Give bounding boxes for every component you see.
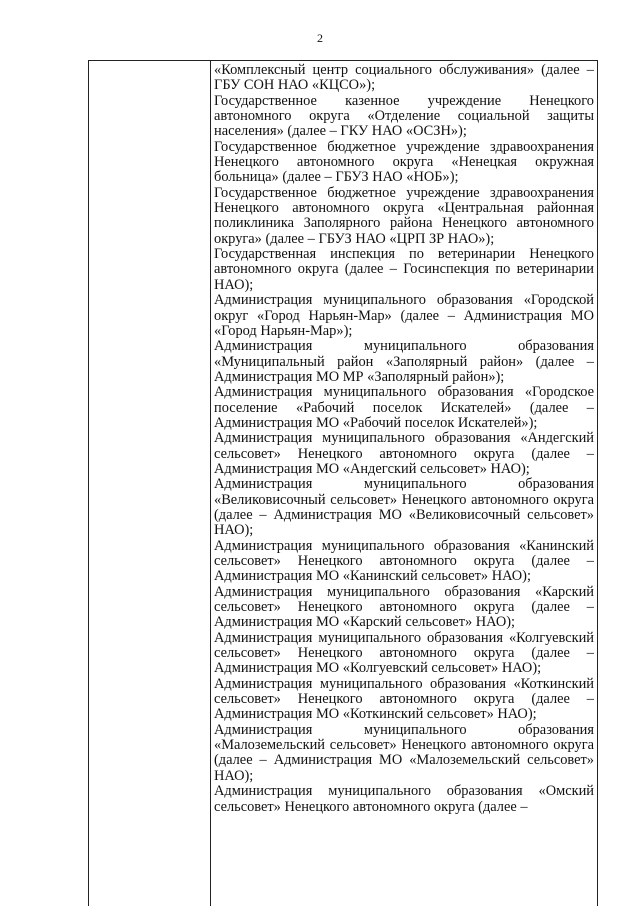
entry-malozemelsky: Администрация муниципального образования «Малоземельский сельсовет» Ненецкого автономного округа (далее – Администрация МО «Малоземельский сельсовет» НАО); xyxy=(214,721,594,784)
entry-nob: Государственное бюджетное учреждение здравоохранения Ненецкого автономного округа «Ненецкая окружная больница» (далее – ГБУЗ НАО «НОБ»); xyxy=(214,138,594,186)
entry-zapolyarny-rayon: Администрация муниципального образования «Муниципальный район «Заполярный район» (далее – Администрация МО МР «Заполярный район»); xyxy=(214,338,594,385)
entry-kcso: «Комплексный центр социального обслуживания» (далее – ГБУ СОН НАО «КЦСО»); xyxy=(214,62,594,94)
entry-oszn: Государственное казенное учреждение Ненецкого автономного округа «Отделение социальной защиты населения» (далее – ГКУ НАО «ОСЗН»); xyxy=(214,92,594,140)
table-left-cell xyxy=(89,61,210,906)
entry-crp-zr: Государственное бюджетное учреждение здравоохранения Ненецкого автономного округа «Центральная районная поликлиника Заполярного района Ненецкого автономного округа» (далее – ГБУЗ НАО «ЦРП ЗР НАО»); xyxy=(214,184,594,247)
entry-vet-inspection: Государственная инспекция по ветеринарии Ненецкого автономного округа (далее – Госинспекция по ветеринарии НАО); xyxy=(214,246,594,293)
document-table xyxy=(88,60,598,906)
entry-velikovisochny: Администрация муниципального образования «Великовисочный сельсовет» Ненецкого автономного округа (далее – Администрация МО «Великовисочный сельсовет» НАО); xyxy=(214,476,594,539)
entry-kotkinsky: Администрация муниципального образования «Коткинский сельсовет» Ненецкого автономного округа (далее – Администрация МО «Коткинский сельсовет» НАО); xyxy=(214,675,594,723)
entry-iskateley: Администрация муниципального образования «Городское поселение «Рабочий поселок Искателей» (далее – Администрация МО «Рабочий поселок Искателей»); xyxy=(214,384,594,431)
entry-karsky: Администрация муниципального образования «Карский сельсовет» Ненецкого автономного округа (далее – Администрация МО «Карский сельсовет» НАО); xyxy=(214,583,594,631)
entry-kaninsky: Администрация муниципального образования «Канинский сельсовет» Ненецкого автономного округа (далее – Администрация МО «Канинский сельсовет» НАО); xyxy=(214,537,594,585)
entry-kolguevsky: Администрация муниципального образования «Колгуевский сельсовет» Ненецкого автономного округа (далее – Администрация МО «Колгуевский сельсовет» НАО); xyxy=(214,629,594,677)
table-right-cell xyxy=(214,63,594,815)
entry-andegsky: Администрация муниципального образования «Андегский сельсовет» Ненецкого автономного округа (далее – Администрация МО «Андегский сельсовет» НАО); xyxy=(214,430,594,477)
page-number: 2 xyxy=(317,31,323,45)
entry-naryan-mar: Администрация муниципального образования «Городской округ «Город Нарьян-Мар» (далее – Администрация МО «Город Нарьян-Мар»); xyxy=(214,292,594,339)
column-divider xyxy=(210,61,211,906)
entry-omsky: Администрация муниципального образования «Омский сельсовет» Ненецкого автономного округа (далее – xyxy=(214,783,594,815)
